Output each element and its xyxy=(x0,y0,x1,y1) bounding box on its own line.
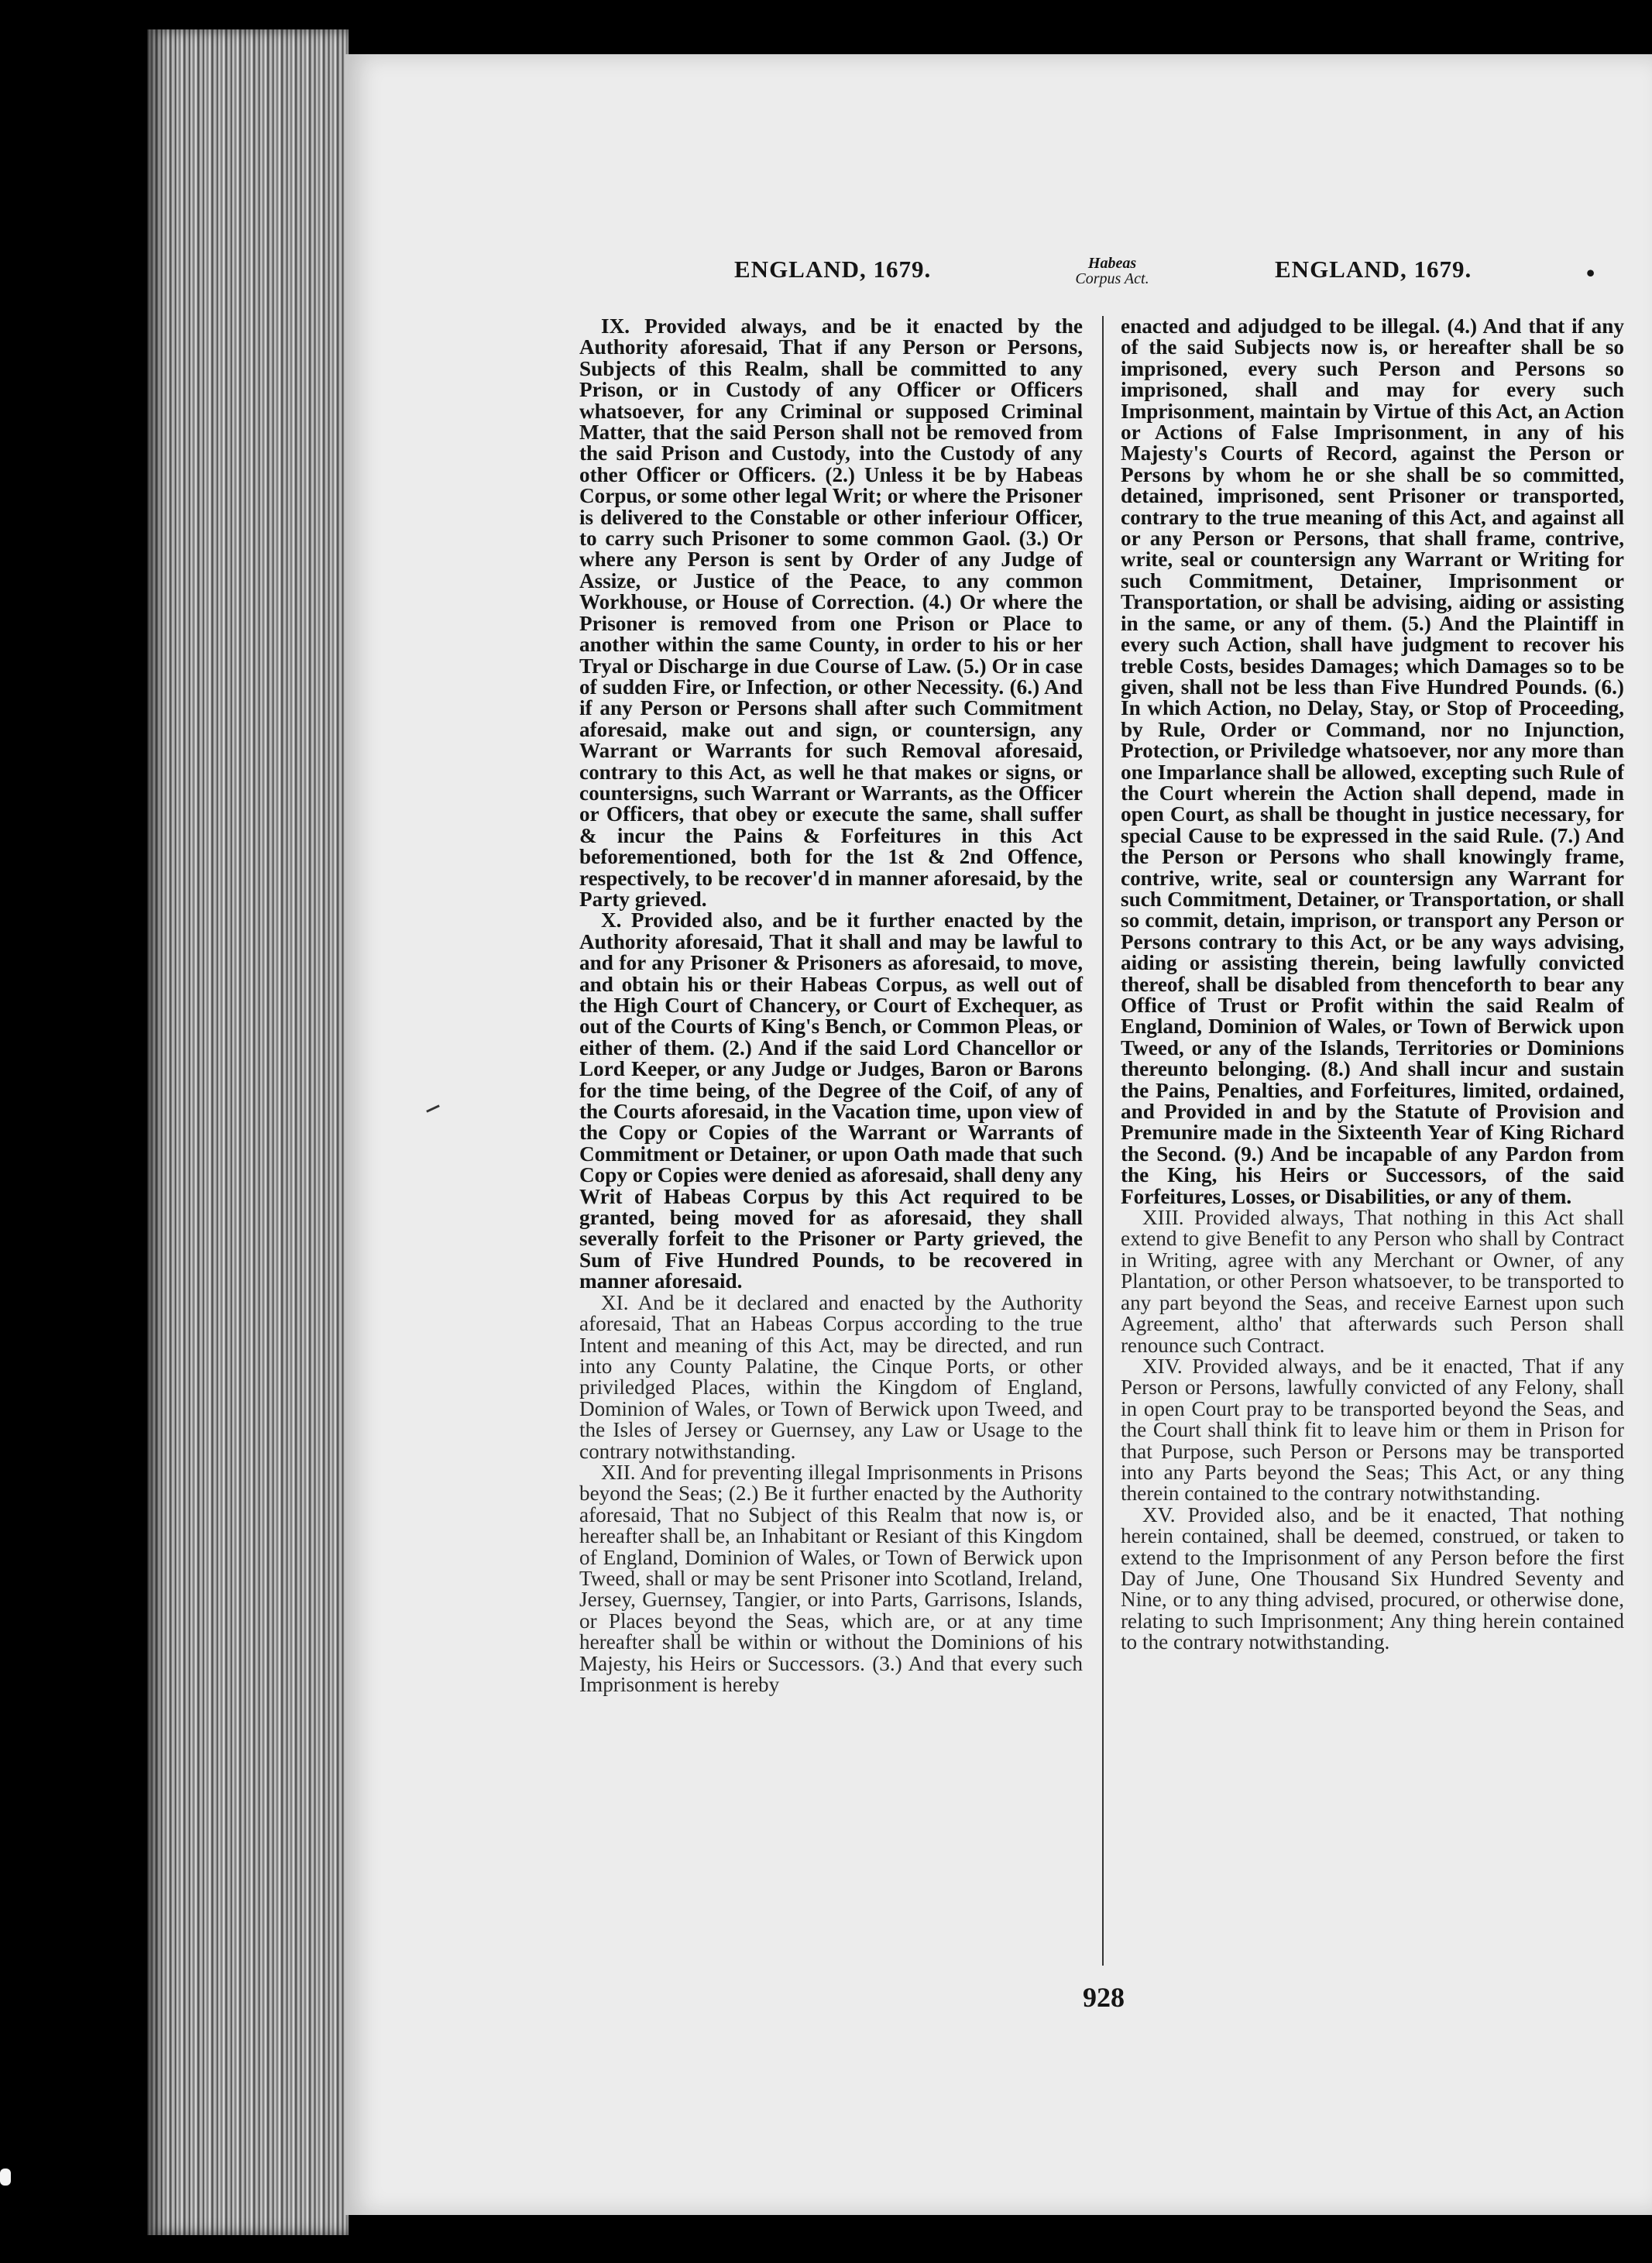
header-dot: • xyxy=(1586,259,1595,287)
section-xii-continued: enacted and adjudged to be illegal. (4.) And that if any of the said Subjects now is, or hereafter shall be so imprisoned, every such Person and Persons so imprisoned, shall and may for every such Imprisonment, maintain by Virtue of this Act, an Action or Actions of False Imprisonment, in any of his Majesty's Courts of Record, against the Person or Persons by whom he or she shall be so committed, detained, imprisoned, sent Prisoner or transported, contrary to the true meaning of this Act, and against all or any Person or Persons, that shall frame, contrive, write, seal or countersign any Warrant or Writing for such Commitment, Detainer, Imprisonment or Transportation, or shall be advising, aiding or assisting in the same, or any of them. (5.) And the Plaintiff in every such Action, shall have judgment to recover his treble Costs, besides Damages; which Damages so to be given, shall not be less than Five Hundred Pounds. (6.) In which Action, no Delay, Stay, or Stop of Proceeding, by Rule, Order or Command, nor no Injunction, Protection, or Priviledge whatsoever, nor any more than one Imparlance shall be allowed, excepting such Rule of the Court wherein the Action shall depend, made in open Court, as shall be thought in justice necessary, for special Cause to be expressed in the said Rule. (7.) And the Person or Persons who shall knowingly frame, contrive, write, seal or countersign any Warrant for such Commitment, Detainer, or Transportation, or shall so commit, detain, imprison, or transport any Person or Persons contrary to this Act, or be any ways advising, aiding or assisting therein, being lawfully convicted thereof, shall be disabled from thenceforth to bear any Office of Trust or Profit within the said Realm of England, Dominion of Wales, or Town of Berwick upon Tweed, or any of the Islands, Territories or Dominions thereunto belonging. (8.) And shall incur and sustain the Pains, Penalties, and Forfeitures, limited, ordained, and Provided in and by the Statute of Provision and Premunire made in the Sixteenth Year of King Richard the Second. (9.) And be incapable of any Pardon from the King, his Heirs or Successors, of the said Forfeitures, Losses, or Disabilities, or any of them. xyxy=(1121,314,1624,1208)
running-header xyxy=(734,256,1648,302)
header-left: ENGLAND, 1679. xyxy=(734,256,932,283)
section-xii: XII. And for preventing illegal Imprisonments in Prisons beyond the Seas; (2.) Be it further enacted by the Authority aforesaid, That no Subject of this Realm that now is, or hereafter shall be, an Inhabitant or Resiant of this Kingdom of England, Dominion of Wales, or Town of Berwick upon Tweed, shall or may be sent Prisoner into Scotland, Ireland, Jersey, Guernsey, Tangier, or into Parts, Garrisons, Islands, or Places beyond the Seas, which are, or at any time hereafter shall be within or without the Dominions of his Majesty, his Heirs or Successors. (3.) And that every such Imprisonment is hereby xyxy=(579,1460,1083,1696)
section-xiii: XIII. Provided always, That nothing in this Act shall extend to give Benefit to any Person who shall by Contract in Writing, agree with any Merchant or Owner, of any Plantation, or other Person whatsoever, to be transported to any part beyond the Seas, and receive Earnest upon such Agreement, altho' that afterwards such Person shall renounce such Contract. xyxy=(1121,1206,1624,1357)
header-right: ENGLAND, 1679. xyxy=(1275,256,1472,283)
section-ix: IX. Provided always, and be it enacted by the Authority aforesaid, That if any Person or Persons, Subjects of this Realm, shall be committed to any Prison, or in Custody of any Officer or Officers whatsoever, for any Criminal or supposed Criminal Matter, that the said Person shall not be removed from the said Prison and Custody, into the Custody of any other Officer or Officers. (2.) Unless it be by Habeas Corpus, or some other legal Writ; or where the Prisoner is delivered to the Constable or other inferiour Officer, to carry such Prisoner to some common Gaol. (3.) Or where any Person is sent by Order of any Judge of Assize, or Justice of the Peace, to any common Workhouse, or House of Correction. (4.) Or where the Prisoner is removed from one Prison or Place to another within the same County, in order to his or her Tryal or Discharge in due Course of Law. (5.) Or in case of sudden Fire, or Infection, or other Necessity. (6.) And if any Person or Persons shall after such Commitment aforesaid, make out and sign, or countersign, any Warrant or Warrants for such Removal aforesaid, contrary to this Act, as well he that makes or signs, or countersigns, such Warrant or Warrants, as the Officer or Officers, that obey or execute the same, shall suffer & incur the Pains & Forfeitures in this Act beforementioned, both for the 1st & 2nd Offence, respectively, to be recover'd in manner aforesaid, by the Party grieved. xyxy=(579,314,1083,911)
section-x: X. Provided also, and be it further enacted by the Authority aforesaid, That it shall and may be lawful to and for any Prisoner & Prisoners as aforesaid, to move, and obtain his or their Habeas Corpus, as well out of the High Court of Chancery, or Court of Exchequer, as out of the Courts of King's Bench, or Common Pleas, or either of them. (2.) And if the said Lord Chancellor or Lord Keeper, or any Judge or Judges, Baron or Barons for the time being, of the Degree of the Coif, of any of the Courts aforesaid, in the Vacation time, upon view of the Copy or Copies of the Warrant or Warrants of Commitment or Detainer, or upon Oath made that such Copy or Copies were denied as aforesaid, shall deny any Writ of Habeas Corpus by this Act required to be granted, being moved for as aforesaid, they shall severally forfeit to the Prisoner or Party grieved, the Sum of Five Hundred Pounds, to be recovered in manner aforesaid. xyxy=(579,908,1083,1293)
column-rule xyxy=(1102,316,1104,1966)
header-center-bottom: Corpus Act. xyxy=(1075,270,1149,287)
section-xiv: XIV. Provided always, and be it enacted, That if any Person or Persons, lawfully convicted of any Felony, shall in open Court pray to be transported beyond the Seas, and the Court shall think fit to leave him or them in Prison for that Purpose, such Person or Persons may be transported into any Parts beyond the Seas; This Act, or any thing therein contained to the contrary notwithstanding. xyxy=(1121,1354,1624,1506)
page-number: 928 xyxy=(1083,1982,1125,2013)
header-center xyxy=(1042,256,1182,287)
scan-artifact xyxy=(0,2169,11,2186)
header-center-top: Habeas xyxy=(1087,255,1137,272)
right-column xyxy=(1121,316,1624,1653)
section-xv: XV. Provided also, and be it enacted, That nothing herein contained, shall be deemed, construed, or taken to extend to the Imprisonment of any Person before the first Day of June, One Thousand Six Hundred Seventy and Nine, or to any thing advised, procured, or otherwise done, relating to such Imprisonment; Any thing herein contained to the contrary notwithstanding. xyxy=(1121,1502,1624,1654)
section-xi: XI. And be it declared and enacted by the Authority aforesaid, That an Habeas Corpus according to the true Intent and meaning of this Act, may be directed, and run into any County Palatine, the Cinque Ports, or other priviledged Places, within the Kingdom of England, Dominion of Wales, or Town of Berwick upon Tweed, and the Isles of Jersey or Guernsey, any Law or Usage to the contrary notwithstanding. xyxy=(579,1290,1083,1463)
left-column xyxy=(579,316,1083,1695)
book-binding-edge xyxy=(147,29,349,2235)
